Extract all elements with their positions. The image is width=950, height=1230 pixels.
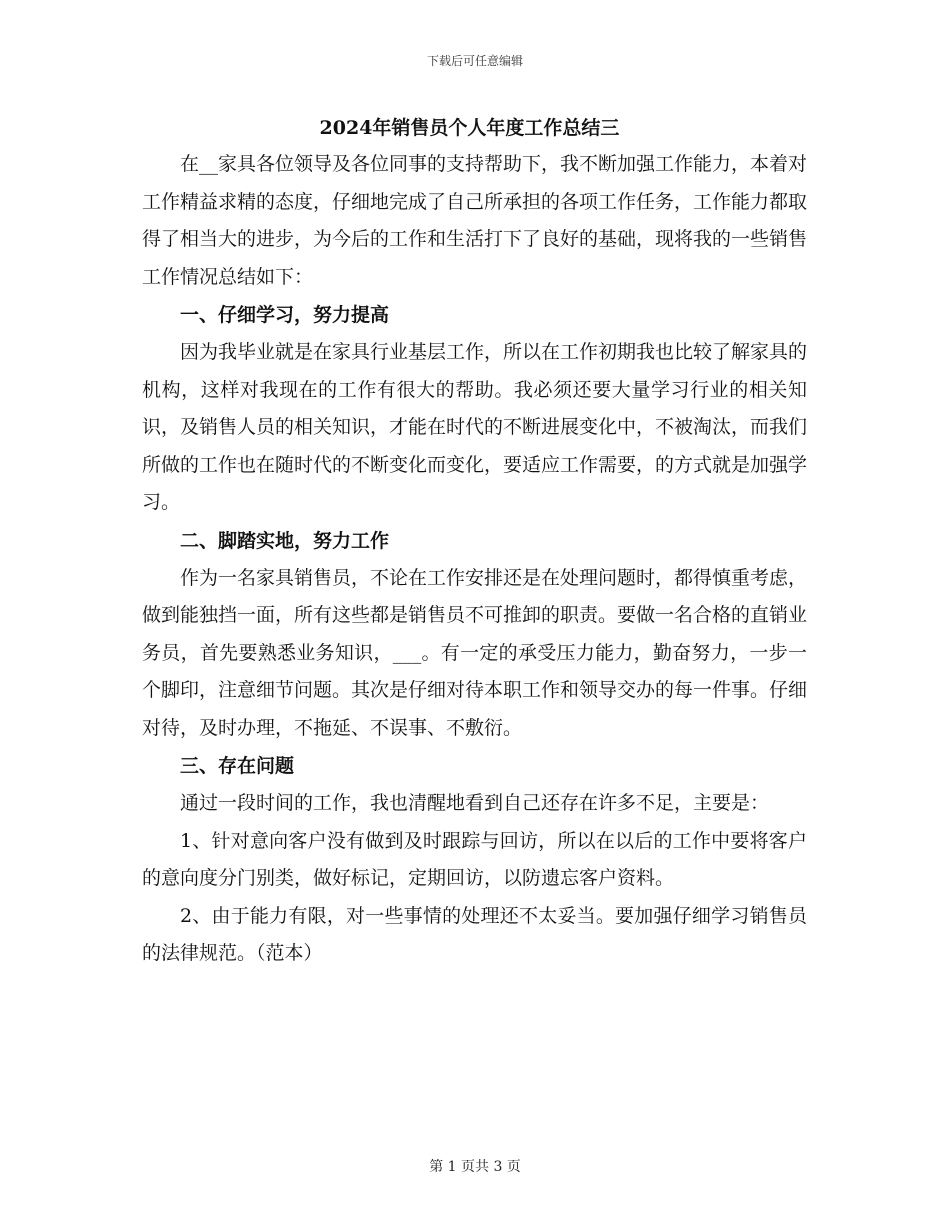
document-body (142, 110, 807, 973)
section-1-paragraph: 因为我毕业就是在家具行业基层工作，所以在工作初期我也比较了解家具的机构，这样对我现在的工作有很大的帮助。我必须还要大量学习行业的相关知识，及销售人员的相关知识，才能在时代的不断进展变化中，不被淘汰，而我们所做的工作也在随时代的不断变化而变化，要适应工作需要，的方式就是加强学习。 (142, 341, 808, 513)
section-3-item-1: 1、针对意向客户没有做到及时跟踪与回访，所以在以后的工作中要将客户的意向度分门别类，做好标记，定期回访，以防遗忘客户资料。 (142, 829, 807, 889)
section-heading-2: 二、脚踏实地，努力工作 (180, 529, 390, 552)
section-heading-3: 三、存在问题 (180, 755, 295, 777)
intro-paragraph: 在__家具各位领导及各位同事的支持帮助下，我不断加强工作能力，本着对工作精益求精的态度，仔细地完成了自己所承担的各项工作任务，工作能力都取得了相当大的进步，为今后的工作和生活打下了良好的基础，现将我的一些销售工作情况总结如下： (142, 153, 808, 288)
section-3-paragraph-1: 通过一段时间的工作，我也清醒地看到自己还存在许多不足，主要是： (180, 792, 770, 814)
section-heading-1: 一、仔细学习，努力提高 (180, 304, 390, 326)
page-footer: 第 1 页共 3 页 (429, 1159, 521, 1175)
section-3-item-2: 2、由于能力有限，对一些事情的处理还不太妥当。要加强仔细学习销售员的法律规范。（范本） (142, 904, 807, 964)
section-2-paragraph: 作为一名家具销售员，不论在工作安排还是在处理问题时，都得慎重考虑，做到能独挡一面，所有这些都是销售员不可推卸的职责。要做一名合格的直销业务员，首先要熟悉业务知识，___。有一定的承受压力能力，勤奋努力，一步一个脚印，注意细节问题。其次是仔细对待本职工作和领导交办的每一件事。仔细对待，及时办理，不拖延、不误事、不敷衍。 (142, 566, 808, 739)
header-note: 下载后可任意编辑 (426, 54, 523, 68)
document-title: 2024年销售员个人年度工作总结三 (319, 117, 620, 139)
